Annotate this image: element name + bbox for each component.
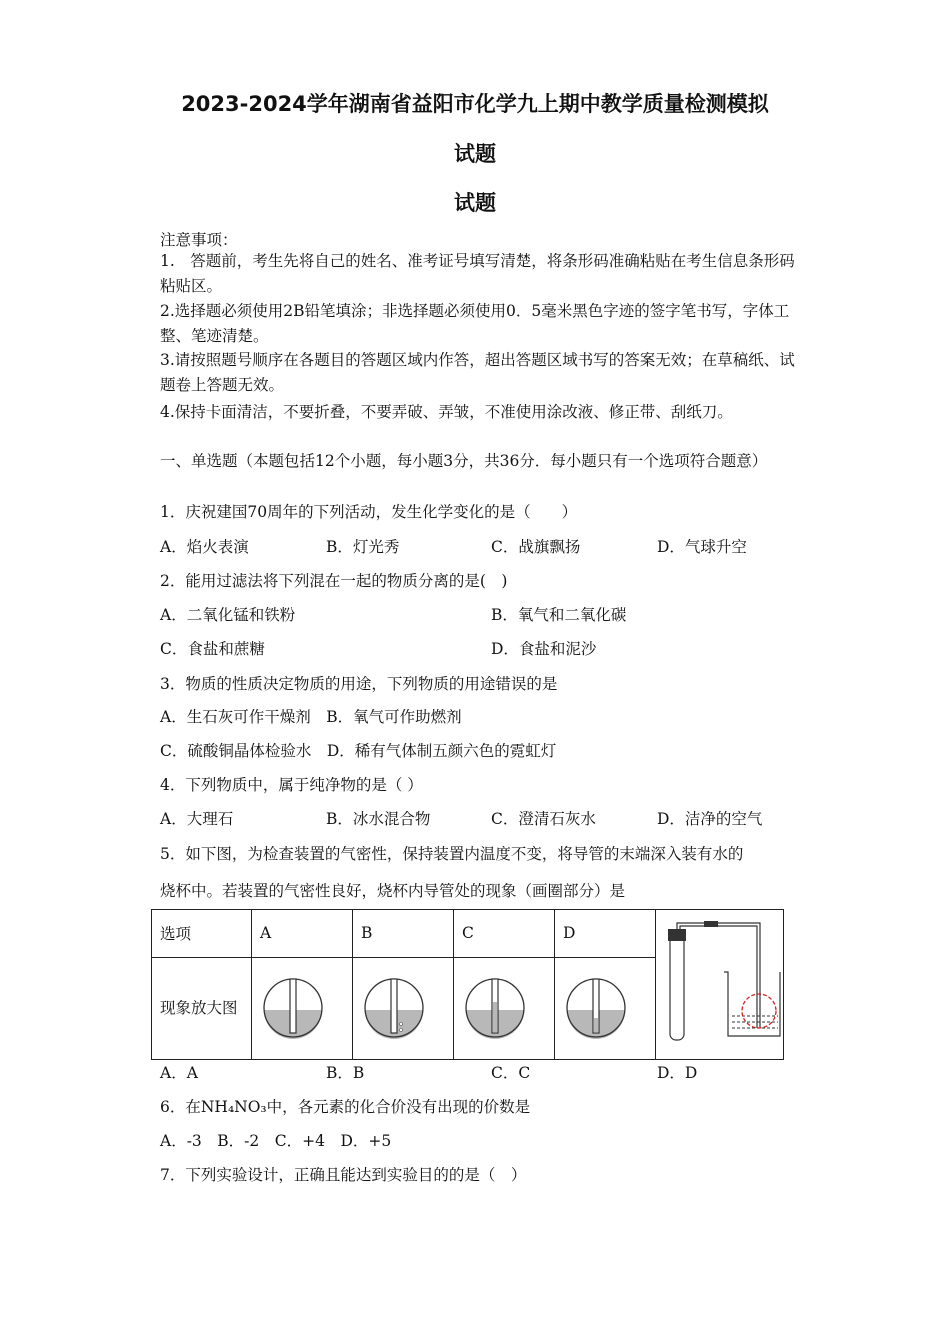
q5-stem-line2: 烧杯中。若装置的气密性良好，烧杯内导管处的现象（画圈部分）是 xyxy=(160,882,626,900)
q5-col-d: D xyxy=(555,910,656,958)
magnified-figure-c xyxy=(464,976,526,1040)
q5-col-c: C xyxy=(454,910,555,958)
tube-connector xyxy=(704,921,718,927)
delivery-tube xyxy=(677,923,760,1028)
q2-option-a[interactable]: A．二氧化锰和铁粉 xyxy=(160,606,296,624)
q5-row1-label: 选项 xyxy=(152,910,252,958)
q5-table xyxy=(151,909,784,1060)
notice-item-3: 3.请按照题号顺序在各题目的答题区域内作答，超出答题区域书写的答案无效；在草稿纸、试题卷上答题无效。 xyxy=(160,351,795,394)
q3-options-line1[interactable]: A．生石灰可作干燥剂 B．氧气可作助燃剂 xyxy=(160,708,462,726)
q2-option-d[interactable]: D．食盐和泥沙 xyxy=(491,640,597,658)
q1-option-d[interactable]: D．气球升空 xyxy=(657,538,747,556)
q5-option-d[interactable]: D．D xyxy=(657,1064,698,1082)
q4-stem: 4．下列物质中，属于纯净物的是（ ） xyxy=(160,776,423,794)
q2-option-c[interactable]: C．食盐和蔗糖 xyxy=(160,640,265,658)
q3-options-line2[interactable]: C．硫酸铜晶体检验水 D．稀有气体制五颜六色的霓虹灯 xyxy=(160,742,557,760)
magnified-figure-d xyxy=(565,976,627,1040)
bubble xyxy=(400,1029,403,1032)
tube xyxy=(290,979,296,1033)
q5-figure-c-cell xyxy=(454,957,555,1059)
q6-options[interactable]: A．-3 B．-2 C．+4 D．+5 xyxy=(160,1132,392,1150)
q4-option-d[interactable]: D．洁净的空气 xyxy=(657,810,763,828)
q1-stem: 1．庆祝建国70周年的下列活动，发生化学变化的是（ ） xyxy=(160,503,578,521)
apparatus-diagram xyxy=(656,910,783,1055)
q5-option-a[interactable]: A．A xyxy=(160,1064,198,1082)
notice-item-1: 1. 答题前，考生先将自己的姓名、准考证号填写清楚，将条形码准确粘贴在考生信息条形码粘贴区。 xyxy=(160,252,795,295)
exam-title-line2: 试题 xyxy=(454,142,496,166)
q2-stem: 2．能用过滤法将下列混在一起的物质分离的是( ) xyxy=(160,572,508,590)
q5-option-b[interactable]: B．B xyxy=(326,1064,365,1082)
q5-row2-label: 现象放大图 xyxy=(152,957,252,1059)
q4-option-c[interactable]: C．澄清石灰水 xyxy=(491,810,596,828)
q2-option-b[interactable]: B．氧气和二氧化碳 xyxy=(491,606,627,624)
section-heading: 一、单选题（本题包括12个小题，每小题3分，共36分．每小题只有一个选项符合题意） xyxy=(160,452,768,470)
test-tube xyxy=(670,936,684,1040)
q5-apparatus-cell xyxy=(656,910,784,1060)
bubble xyxy=(400,1023,403,1026)
q5-col-a: A xyxy=(252,910,353,958)
magnified-figure-b xyxy=(363,976,425,1040)
notice-item-4: 4.保持卡面清洁，不要折叠，不要弄破、弄皱，不准使用涂改液、修正带、刮纸刀。 xyxy=(160,403,733,421)
q7-stem: 7．下列实验设计，正确且能达到实验目的的是（ ） xyxy=(160,1166,527,1184)
exam-title-line1: 2023-2024学年湖南省益阳市化学九上期中教学质量检测模拟 xyxy=(181,92,769,116)
q3-stem: 3．物质的性质决定物质的用途，下列物质的用途错误的是 xyxy=(160,675,558,693)
q1-option-a[interactable]: A．焰火表演 xyxy=(160,538,249,556)
delivery-tube-inner xyxy=(680,926,757,1028)
tube xyxy=(391,979,397,1033)
q5-col-b: B xyxy=(353,910,454,958)
q5-figure-d-cell xyxy=(555,957,656,1059)
q5-stem-line1: 5．如下图，为检查装置的气密性，保持装置内温度不变，将导管的末端深入装有水的 xyxy=(160,845,744,863)
q4-option-b[interactable]: B．冰水混合物 xyxy=(326,810,431,828)
magnified-figure-a xyxy=(262,976,324,1040)
notice-item-2: 2.选择题必须使用2B铅笔填涂；非选择题必须使用0．5毫米黑色字迹的签字笔书写，字体工整、笔迹清楚。 xyxy=(160,302,790,345)
circled-region xyxy=(742,994,776,1028)
q5-figure-b-cell xyxy=(353,957,454,1059)
q1-option-c[interactable]: C．战旗飘扬 xyxy=(491,538,581,556)
exam-title-line3: 试题 xyxy=(454,191,496,215)
notice-heading: 注意事项： xyxy=(160,231,238,249)
q5-figure-a-cell xyxy=(252,957,353,1059)
water-in-tube xyxy=(594,1018,598,1032)
q4-option-a[interactable]: A．大理石 xyxy=(160,810,234,828)
q1-option-b[interactable]: B．灯光秀 xyxy=(326,538,400,556)
q5-option-c[interactable]: C．C xyxy=(491,1064,531,1082)
water-in-tube xyxy=(493,1002,497,1032)
q6-stem: 6．在NH₄NO₃中，各元素的化合价没有出现的价数是 xyxy=(160,1098,531,1116)
